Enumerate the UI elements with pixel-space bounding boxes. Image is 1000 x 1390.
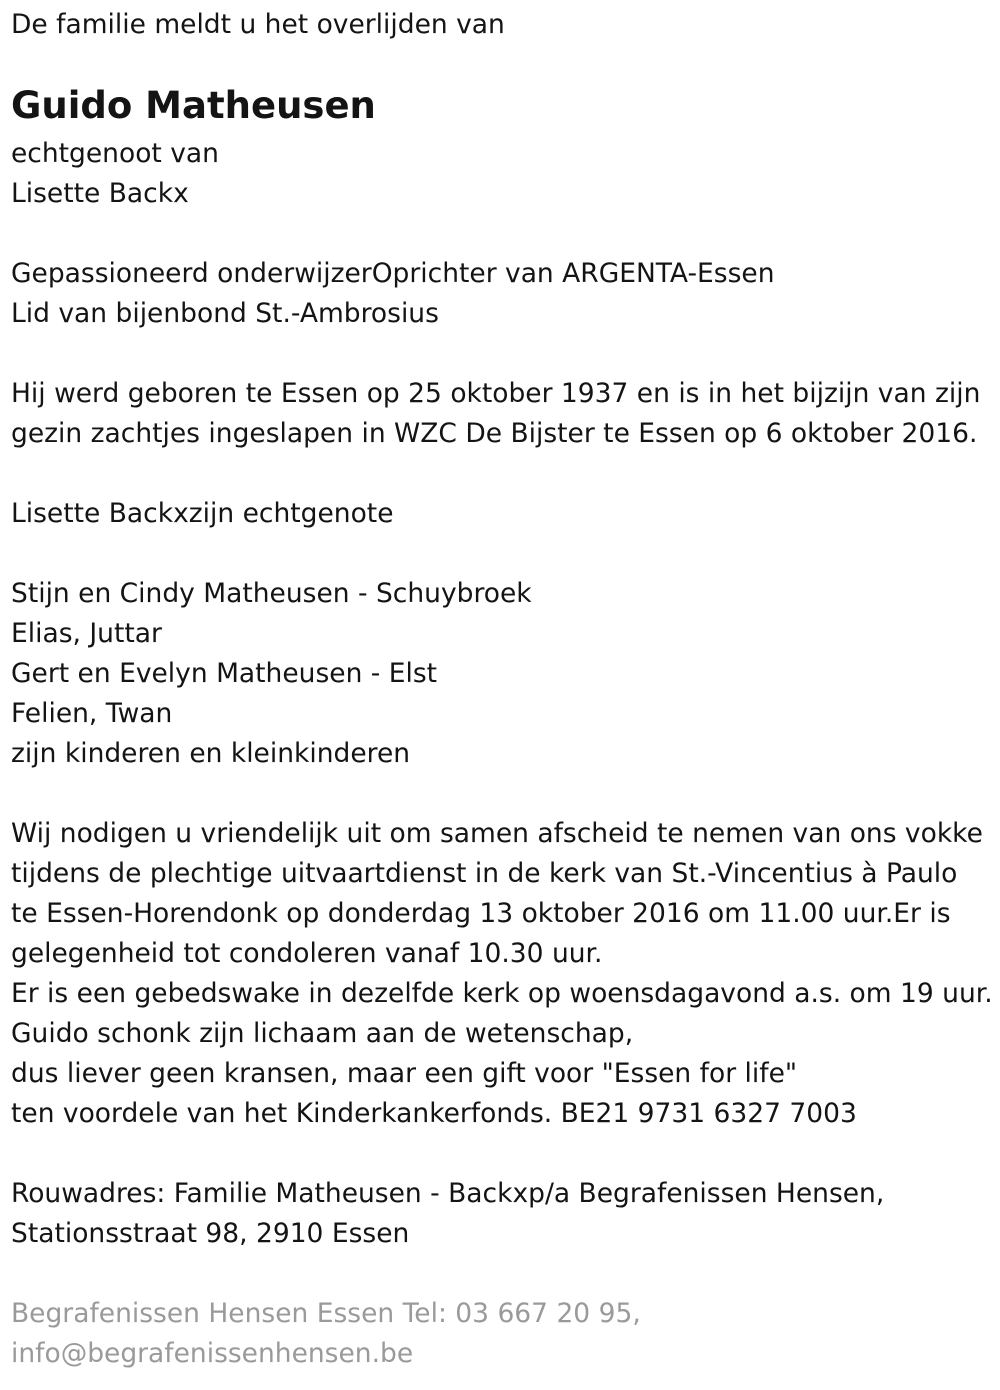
ceremony-line-4: gelegenheid tot condoleren vanaf 10.30 uur. [11, 938, 603, 969]
ceremony-line-8: ten voordele van het Kinderkankerfonds. BE21 9731 6327 7003 [11, 1098, 857, 1129]
birth-death-line-1: Hij werd geboren te Essen op 25 oktober 1937 en is in het bijzijn van zijn [11, 378, 981, 409]
footer-email-link[interactable]: info@begrafenissenhensen.be [11, 1338, 414, 1369]
family-line-3: Gert en Evelyn Matheusen - Elst [11, 658, 438, 689]
role-line-2: Lid van bijenbond St.-Ambrosius [11, 298, 439, 329]
address-line-2: Stationsstraat 98, 2910 Essen [11, 1218, 410, 1249]
family-line-5: zijn kinderen en kleinkinderen [11, 738, 411, 769]
family-line-4: Felien, Twan [11, 698, 173, 729]
deceased-name: Guido Matheusen [11, 84, 376, 127]
ceremony-line-7: dus liever geen kransen, maar een gift voor "Essen for life" [11, 1058, 798, 1089]
family-line-2: Elias, Juttar [11, 618, 162, 649]
ceremony-line-6: Guido schonk zijn lichaam aan de wetenschap, [11, 1018, 634, 1049]
ceremony-line-1: Wij nodigen u vriendelijk uit om samen afscheid te nemen van ons vokke [11, 818, 983, 849]
address-line-1: Rouwadres: Familie Matheusen - Backxp/a Begrafenissen Hensen, [11, 1178, 885, 1209]
spouse-line-1: echtgenoot van [11, 138, 219, 169]
birth-death-line-2: gezin zachtjes ingeslapen in WZC De Bijster te Essen op 6 oktober 2016. [11, 418, 978, 449]
ceremony-line-2: tijdens de plechtige uitvaartdienst in de kerk van St.-Vincentius à Paulo [11, 858, 958, 889]
family-line-1: Stijn en Cindy Matheusen - Schuybroek [11, 578, 532, 609]
role-line-1: Gepassioneerd onderwijzerOprichter van ARGENTA-Essen [11, 258, 775, 289]
ceremony-line-3: te Essen-Horendonk op donderdag 13 oktober 2016 om 11.00 uur.Er is [11, 898, 951, 929]
spouse-signature: Lisette Backxzijn echtgenote [11, 498, 394, 529]
footer-phone: Begrafenissen Hensen Essen Tel: 03 667 20 95, [11, 1298, 641, 1329]
ceremony-line-5: Er is een gebedswake in dezelfde kerk op woensdagavond a.s. om 19 uur. [11, 978, 993, 1009]
spouse-line-2: Lisette Backx [11, 178, 189, 209]
intro-text: De familie meldt u het overlijden van [11, 9, 505, 40]
